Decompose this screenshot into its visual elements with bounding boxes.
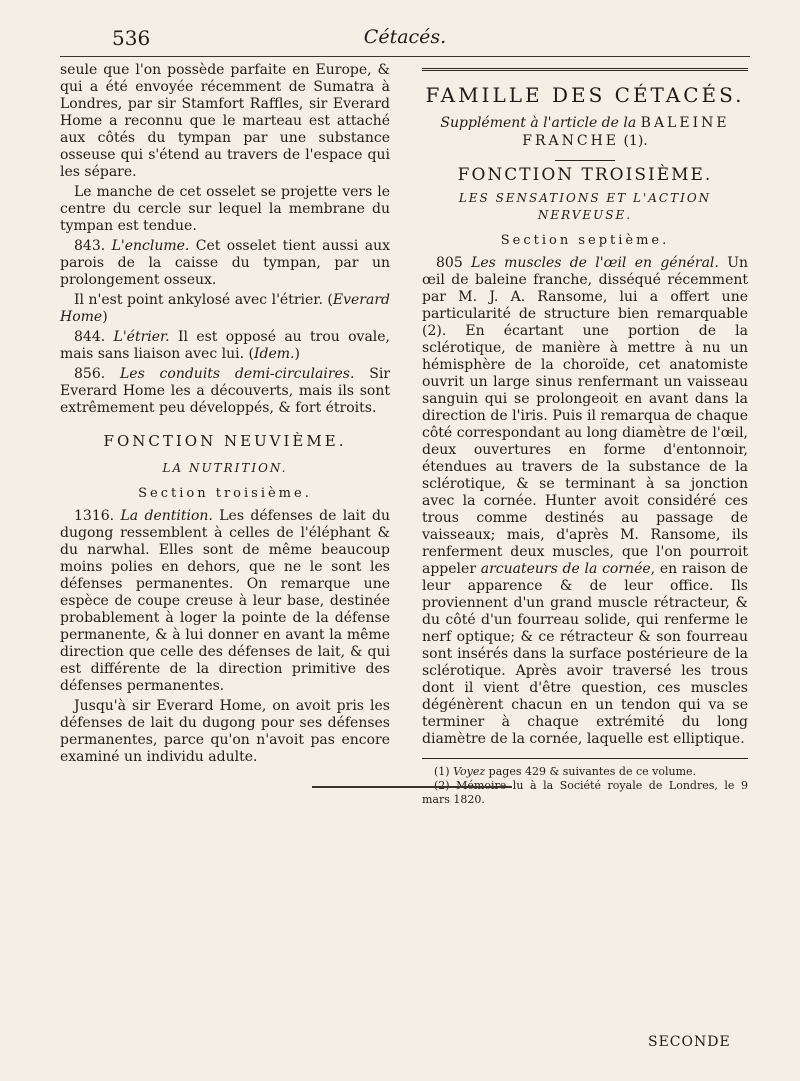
article-term: La dentition. — [120, 508, 213, 524]
paragraph-844 — [60, 329, 390, 363]
paragraph-805 — [422, 255, 748, 748]
article-text: Les défenses de lait du dugong ressemblent à celles de l'éléphant & du narwhal. Elles sont de même beaucoup moins polies en dehors, que ne le sont les défenses permanentes. On remarque une espèce de coupe creuse à leur base, destinée probablement à loger la pointe de la défense permanente, & à lui donner en avant la même direction que celle des défenses de lait, & qui est différente de la direction primitive des défenses permanentes. — [60, 508, 391, 694]
paragraph-856 — [60, 366, 390, 417]
article-term: Les conduits demi-circulaires. — [119, 366, 355, 382]
paragraph: Jusqu'à sir Everard Home, on avoit pris les défenses de lait du dugong pour ses défenses permanentes, parce qu'on n'avoit pas encore examiné un individu adulte. — [60, 698, 390, 765]
footnote-1 — [422, 765, 748, 779]
right-column — [422, 62, 748, 807]
footnote-term: Voyez — [453, 765, 486, 778]
footnote-text: pages 429 & suivantes de ce volume. — [488, 765, 697, 778]
left-column — [60, 62, 390, 769]
article-number: 843. — [74, 238, 106, 254]
article-number: 844. — [74, 329, 106, 345]
paragraph-text: ) — [294, 346, 300, 362]
paragraph-843 — [60, 238, 390, 289]
article-number: 856. — [74, 366, 106, 382]
article-term: arcuateurs de la cornée — [480, 561, 651, 577]
paragraph-1316 — [60, 508, 390, 695]
supplement-word: BALEINE — [640, 115, 730, 131]
double-rule — [422, 68, 748, 71]
article-term: L'étrier. — [113, 329, 170, 345]
catchword: SECONDE — [648, 1034, 731, 1050]
paragraph: Le manche de cet osselet se projette vers le centre du cercle sur lequel la membrane du tympan est tendue. — [60, 184, 390, 234]
section-subtitle: LES SENSATIONS ET L'ACTION NERVEUSE. — [458, 191, 712, 222]
supplement-heading — [422, 114, 748, 150]
article-text: Cet osselet tient aussi aux parois de la caisse du tympan, par un prolongement osseux. — [60, 238, 390, 288]
page-number: 536 — [112, 26, 151, 50]
article-term: L'enclume. — [111, 238, 190, 254]
short-rule — [555, 160, 615, 161]
article-text: Il est opposé au trou ovale, mais sans liaison avec lui. ( — [60, 329, 391, 362]
supplement-prefix: Supplément à l'article de la — [440, 115, 637, 131]
section-title: FONCTION TROISIÈME. — [457, 165, 713, 185]
section-subtitle: LA NUTRITION. — [162, 461, 288, 475]
reference: Idem. — [253, 346, 295, 362]
paragraph — [60, 292, 390, 326]
section-label: Section septième. — [500, 233, 670, 248]
running-head — [60, 20, 750, 57]
end-rule — [312, 786, 512, 788]
paragraph-text: Il n'est point ankylosé avec l'étrier. ( — [74, 292, 333, 308]
footnote-number: (1) — [434, 765, 450, 778]
family-title: FAMILLE DES CÉTACÉS. — [425, 83, 745, 107]
reference: Everard Home — [60, 292, 390, 325]
supplement-word: FRANCHE — [522, 133, 620, 149]
footnote-rule — [422, 758, 748, 759]
article-number: 1316. — [74, 508, 115, 524]
running-title: Cétacés. — [363, 26, 447, 48]
article-term: Les muscles de l'œil en général. — [471, 255, 719, 271]
footnote-2: (2) Mémoire lu à la Société royale de Londres, le 9 mars 1820. — [422, 779, 748, 806]
section-label: Section troisième. — [138, 486, 312, 501]
section-title: FONCTION NEUVIÈME. — [103, 432, 347, 450]
paragraph-text: ) — [102, 309, 108, 325]
paragraph: seule que l'on possède parfaite en Europe, & qui a été envoyée récemment de Sumatra à Londres, par sir Stamfort Raffles, sir Everard Home a reconnu que le marteau est attaché aux côtés du tympan par une substance osseuse qui s'étend au travers de l'espace qui les sépare. — [60, 62, 390, 180]
article-text: Sir Everard Home les a découverts, mais ils sont extrêmement peu développés, & fort étroits. — [60, 366, 391, 416]
article-text: , en raison de leur apparence & de leur office. Ils proviennent d'un grand muscle rétracteur, & du côté d'un fourreau solide, qui renferme le nerf optique; & ce rétracteur & son fourreau sont insérés dans la surface postérieure de la sclérotique. Après avoir traversé les trous dont il vient d'être question, ces muscles dégénèrent chacun en un tendon qui va se terminer à chaque extrémité du long diamètre de la cornée, laquelle est elliptique. — [422, 561, 749, 747]
article-text: Un œil de baleine franche, disséqué récemment par M. J. A. Ransome, lui a offert une particularité de structure bien remarquable (2). En écartant une portion de la sclérotique, de manière à mettre à nu un hémisphère de la choroïde, cet anatomiste ouvrit un large sinus renfermant un vaisseau sanguin qui se prolongeoit en avant dans la direction de l'iris. Puis il remarqua de chaque côté correspondant au long diamètre de l'œil, deux ouvertures en forme d'entonnoir, étendues au travers de la substance de la sclérotique, & se terminant à sa jonction avec la cornée. Hunter avoit considéré ces trous comme destinés au passage de vaisseaux; mais, d'après M. Ransome, ils renferment deux muscles, que l'on pourroit appeler — [422, 255, 749, 577]
footnote-marker: (1). — [623, 133, 648, 149]
article-number: 805 — [436, 255, 463, 271]
